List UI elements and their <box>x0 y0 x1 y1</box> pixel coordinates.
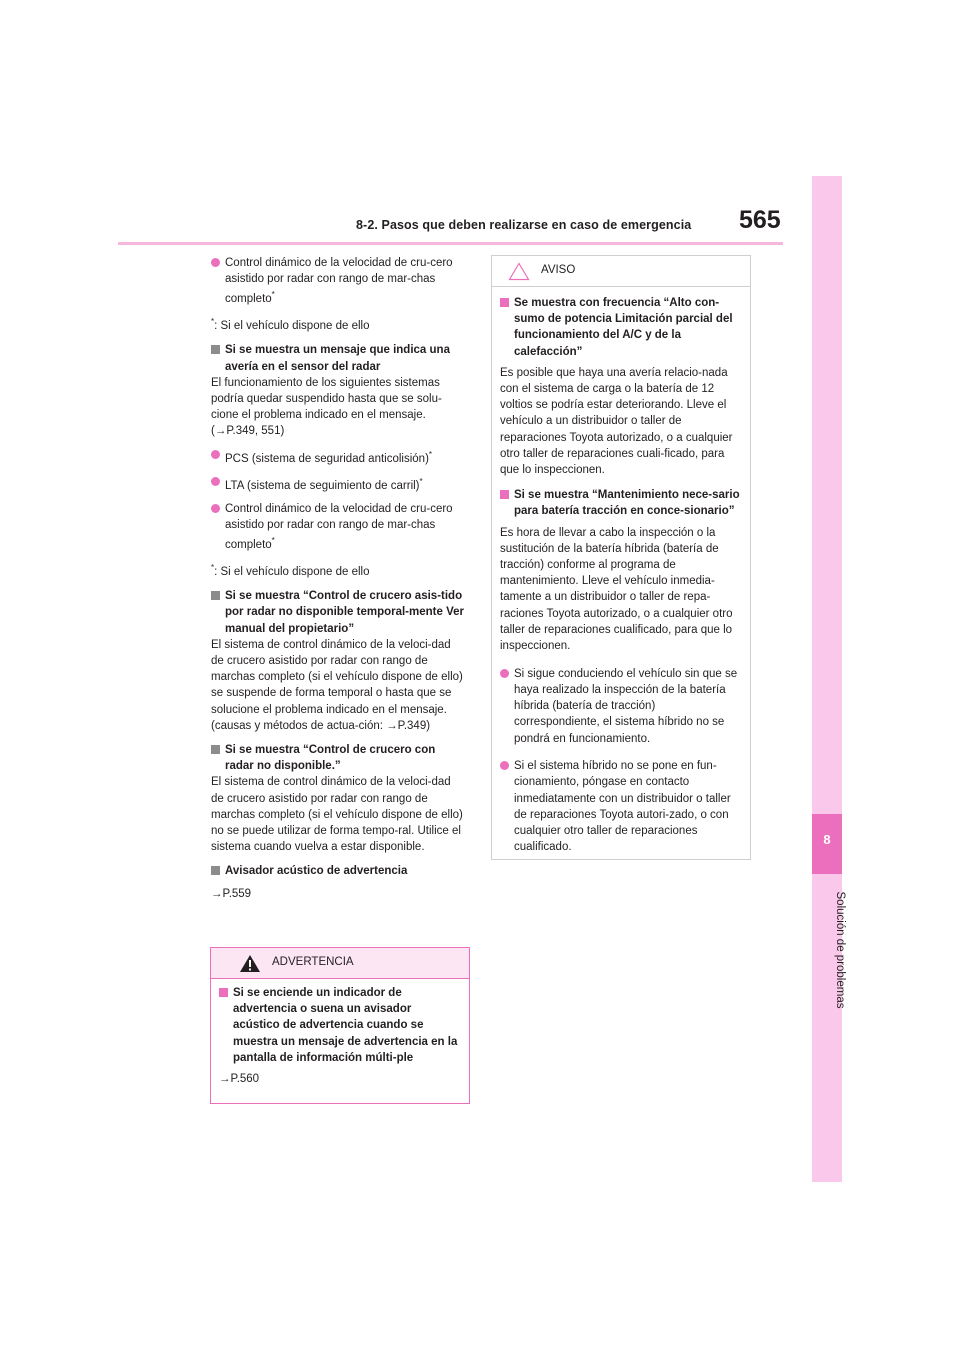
footnote-mark: * <box>271 536 275 546</box>
warning-box-title: ADVERTENCIA <box>272 956 354 968</box>
paragraph: El funcionamiento de los siguientes sistemas podría quedar suspendido hasta que se solu-cione el problema indicado en el mensaje. (→P.349, 551) <box>211 376 442 438</box>
heading-text: Si se enciende un indicador de advertencia o suena un avisador acústico de advertencia cuando se muestra un mensaje de advertencia en la pantalla de información múlti-ple <box>233 987 458 1064</box>
footnote-mark: * <box>271 290 275 300</box>
list-item <box>211 501 466 553</box>
notice-box <box>491 255 751 860</box>
square-bullet-icon <box>500 298 509 307</box>
footnote-mark: * <box>419 476 423 486</box>
chapter-number: 8 <box>823 832 831 847</box>
warning-box-header <box>211 948 469 979</box>
footnote <box>211 314 466 334</box>
list-item <box>211 474 466 494</box>
left-column <box>211 255 466 909</box>
bullet-icon <box>211 258 220 267</box>
bullet-icon <box>211 450 220 459</box>
bullet-icon <box>211 504 220 513</box>
bullet-text: Control dinámico de la velocidad de cru-cero asistido por radar con rango de mar-chas completo <box>225 502 453 551</box>
list-item <box>500 666 742 747</box>
footnote-text: : Si el vehículo dispone de ello <box>214 566 370 579</box>
chapter-label: Solución de problemas <box>834 891 846 1009</box>
square-bullet-icon <box>211 591 220 600</box>
square-bullet-icon <box>211 345 220 354</box>
heading-text: Se muestra con frecuencia “Alto con-sumo de potencia Limitación parcial del funcionamiento del A/C y de la calefacción” <box>514 297 733 358</box>
notice-box-header <box>492 256 750 287</box>
heading-text: Si se muestra “Control de crucero asis-tido por radar no disponible temporal-mente Ver manual del propietario” <box>225 590 464 635</box>
bullet-text: Si el sistema híbrido no se pone en fun-cionamiento, póngase en contacto inmediatamente con un distribuidor o taller de reparaciones Toyota autori-zado, o con cualquier otro taller de reparaciones cualificado. <box>514 760 731 854</box>
list-item <box>211 255 466 307</box>
heading-text: Avisador acústico de advertencia <box>225 865 408 878</box>
warning-box-body <box>211 979 469 1097</box>
bullet-text: LTA (sistema de seguimiento de carril) <box>225 479 420 492</box>
list-item <box>211 447 466 467</box>
bullet-text: PCS (sistema de seguridad anticolisión) <box>225 452 429 465</box>
footnote <box>211 560 466 580</box>
chapter-tab <box>812 176 842 1182</box>
header-rule <box>118 242 783 245</box>
page-number: 565 <box>739 206 781 234</box>
section-heading <box>211 588 466 637</box>
square-bullet-icon <box>219 988 228 997</box>
section-heading <box>219 985 461 1066</box>
notice-box-body <box>492 287 750 873</box>
square-bullet-icon <box>211 866 220 875</box>
bullet-text: Control dinámico de la velocidad de cru-cero asistido por radar con rango de mar-chas completo <box>225 257 453 306</box>
footnote-text: : Si el vehículo dispone de ello <box>214 320 370 333</box>
cross-reference: →P.559 <box>211 887 252 900</box>
section-heading <box>211 863 466 879</box>
bullet-icon <box>211 477 220 486</box>
heading-text: Si se muestra un mensaje que indica una avería en el sensor del radar <box>225 344 450 373</box>
heading-text: Si se muestra “Mantenimiento nece-sario para batería tracción en conce-sionario” <box>514 489 740 518</box>
paragraph: Es posible que haya una avería relacio-nada con el sistema de carga o la batería de 12 voltios se podría estar deteriorando. Lleve el vehículo a un distribuidor o taller de reparaciones Toyota autorizado, o a cualquier otro taller de reparaciones cuali-ficado, para que lo inspeccionen. <box>500 366 733 477</box>
section-heading <box>211 742 466 774</box>
paragraph: Es hora de llevar a cabo la inspección o la sustitución de la batería híbrida (batería de tracción) conforme al programa de mantenimiento. Lleve el vehículo inmedia-tamente a un distribuidor o taller de repa-raciones Toyota autorizado, o a cualquier otro taller de reparaciones cualificado, para que lo inspeccionen. <box>500 526 733 653</box>
section-heading <box>500 295 742 360</box>
bullet-icon <box>500 669 509 678</box>
footnote-mark: * <box>428 449 433 459</box>
footnote-mark: * <box>211 317 215 327</box>
section-heading <box>500 487 742 519</box>
cross-reference: →P.560 <box>219 1073 260 1086</box>
warning-box <box>210 947 470 1104</box>
notice-box-title: AVISO <box>541 264 576 276</box>
warning-triangle-icon <box>239 954 261 973</box>
square-bullet-icon <box>211 745 220 754</box>
caution-triangle-icon <box>508 262 530 281</box>
paragraph: El sistema de control dinámico de la veloci-dad de crucero asistido por radar con rango de marchas completo (si el vehículo dispone de ello) no se puede utilizar de forma tempo-ral. Utilice el sistema cuando vuelva a estar disponible. <box>211 776 463 854</box>
bullet-icon <box>500 761 509 770</box>
square-bullet-icon <box>500 490 509 499</box>
bullet-text: Si sigue conduciendo el vehículo sin que se haya realizado la inspección de la batería híbrida (batería de tracción) correspondiente, el sistema híbrido no se pondrá en funcionamiento. <box>514 667 738 745</box>
section-heading <box>211 342 466 374</box>
paragraph: El sistema de control dinámico de la veloci-dad de crucero asistido por radar con rango de marchas completo (si el vehículo dispone de ello) se suspende de forma temporal o hasta que se solucione el problema indicado en el mensaje. (causas y métodos de actua-ción: →P.349) <box>211 638 463 732</box>
heading-text: Si se muestra “Control de crucero con radar no disponible.” <box>225 744 436 773</box>
footnote-mark: * <box>211 563 215 573</box>
section-title: 8-2. Pasos que deben realizarse en caso de emergencia <box>356 218 692 232</box>
list-item <box>500 758 742 855</box>
